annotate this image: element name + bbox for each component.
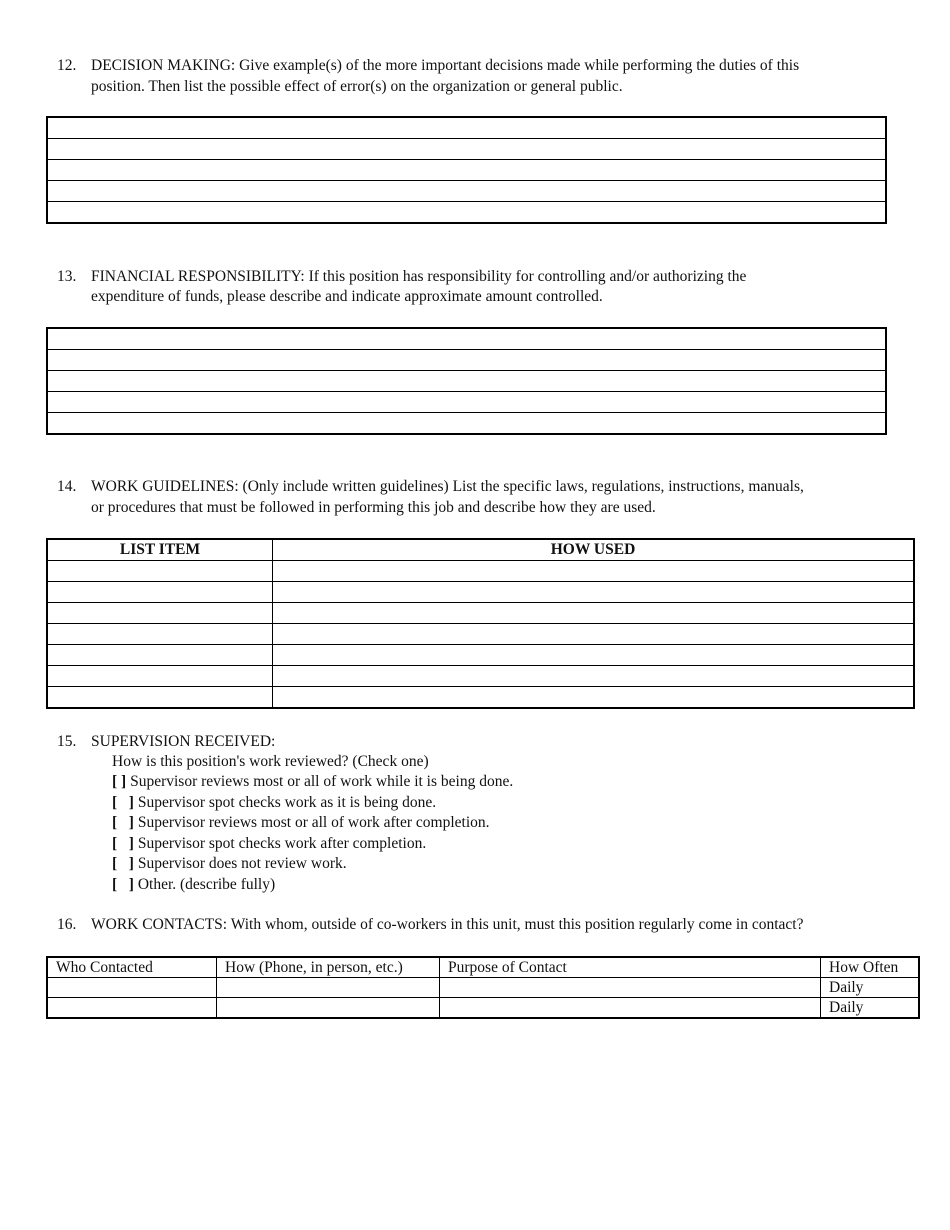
q16-number: 16. xyxy=(57,916,77,933)
q14-number: 14. xyxy=(57,478,77,495)
how-used-cell[interactable] xyxy=(273,645,915,666)
work-guidelines-table xyxy=(46,538,915,709)
checkbox[interactable]: [ ] xyxy=(112,835,134,852)
list-item-cell[interactable] xyxy=(47,582,273,603)
supervision-option-4[interactable] xyxy=(112,834,426,855)
col-how-used-header: HOW USED xyxy=(273,539,915,561)
list-item-cell[interactable] xyxy=(47,687,273,709)
q13-answer-line-3[interactable] xyxy=(47,371,886,392)
supervision-option-3[interactable] xyxy=(112,813,490,834)
table-row xyxy=(47,978,919,998)
checkbox[interactable]: [ ] xyxy=(112,794,134,811)
option-label: Other. (describe fully) xyxy=(137,876,276,893)
option-label: Supervisor spot checks work after completion. xyxy=(137,835,427,852)
q13-answer-line-1[interactable] xyxy=(47,328,886,350)
how-used-cell[interactable] xyxy=(273,582,915,603)
q12-answer-line-3[interactable] xyxy=(47,160,886,181)
table-row xyxy=(47,603,914,624)
q12-answer-line-2[interactable] xyxy=(47,139,886,160)
checkbox[interactable]: [ ] xyxy=(112,814,134,831)
option-label: Supervisor spot checks work as it is being done. xyxy=(137,794,437,811)
how-cell[interactable] xyxy=(217,998,440,1019)
q14-line1: WORK GUIDELINES: (Only include written guidelines) List the specific laws, regulations, instructions, manuals, xyxy=(91,478,804,495)
header-how-often: How Often xyxy=(821,957,920,978)
header-purpose: Purpose of Contact xyxy=(440,957,821,978)
checkbox[interactable]: [ ] xyxy=(112,876,134,893)
list-item-cell[interactable] xyxy=(47,666,273,687)
how-often-cell[interactable]: Daily xyxy=(821,998,920,1019)
q13-answer-line-2[interactable] xyxy=(47,350,886,371)
supervision-option-5[interactable] xyxy=(112,854,347,875)
q12-answer-line-5[interactable] xyxy=(47,202,886,224)
q12-answer-line-4[interactable] xyxy=(47,181,886,202)
q13-answer-line-5[interactable] xyxy=(47,413,886,435)
how-used-cell[interactable] xyxy=(273,603,915,624)
supervision-option-2[interactable] xyxy=(112,793,436,814)
q12-line2: position. Then list the possible effect of error(s) on the organization or general public. xyxy=(91,78,623,95)
who-cell[interactable] xyxy=(47,998,217,1019)
q15-number: 15. xyxy=(57,733,77,750)
q14-line2: or procedures that must be followed in performing this job and describe how they are used. xyxy=(91,499,656,516)
table-row xyxy=(47,687,914,709)
table-header-row xyxy=(47,957,919,978)
checkbox[interactable]: [ ] xyxy=(112,855,134,872)
who-cell[interactable] xyxy=(47,978,217,998)
header-how: How (Phone, in person, etc.) xyxy=(217,957,440,978)
list-item-cell[interactable] xyxy=(47,624,273,645)
table-row xyxy=(47,561,914,582)
how-used-cell[interactable] xyxy=(273,666,915,687)
supervision-option-1[interactable] xyxy=(112,772,513,793)
q13-answer-line-4[interactable] xyxy=(47,392,886,413)
purpose-cell[interactable] xyxy=(440,978,821,998)
q13-answer-box xyxy=(46,327,887,435)
q12-number: 12. xyxy=(57,57,77,74)
option-label: Supervisor does not review work. xyxy=(137,855,347,872)
q13-line2: expenditure of funds, please describe and indicate approximate amount controlled. xyxy=(91,288,603,305)
q13-line1: FINANCIAL RESPONSIBILITY: If this position has responsibility for controlling and/or authorizing the xyxy=(91,268,747,285)
list-item-cell[interactable] xyxy=(47,645,273,666)
work-contacts-table xyxy=(46,956,920,1019)
checkbox[interactable]: [ ] xyxy=(112,773,127,790)
option-label: Supervisor reviews most or all of work while it is being done. xyxy=(130,773,514,790)
table-row xyxy=(47,582,914,603)
q15-title: SUPERVISION RECEIVED: xyxy=(91,733,276,750)
table-row xyxy=(47,624,914,645)
how-cell[interactable] xyxy=(217,978,440,998)
q13-number: 13. xyxy=(57,268,77,285)
purpose-cell[interactable] xyxy=(440,998,821,1019)
header-who-contacted: Who Contacted xyxy=(47,957,217,978)
q15-prompt: How is this position's work reviewed? (Check one) xyxy=(112,753,429,770)
table-row xyxy=(47,666,914,687)
table-row xyxy=(47,645,914,666)
q12-answer-box xyxy=(46,116,887,224)
list-item-cell[interactable] xyxy=(47,561,273,582)
how-used-cell[interactable] xyxy=(273,624,915,645)
col-list-item-header: LIST ITEM xyxy=(47,539,273,561)
how-used-cell[interactable] xyxy=(273,687,915,709)
list-item-cell[interactable] xyxy=(47,603,273,624)
table-row xyxy=(47,998,919,1019)
q16-line1: WORK CONTACTS: With whom, outside of co-workers in this unit, must this position regularly come in contact? xyxy=(91,916,804,933)
q12-answer-line-1[interactable] xyxy=(47,117,886,139)
how-used-cell[interactable] xyxy=(273,561,915,582)
supervision-option-6[interactable] xyxy=(112,875,275,896)
how-often-cell[interactable]: Daily xyxy=(821,978,920,998)
q12-line1: DECISION MAKING: Give example(s) of the more important decisions made while performing the duties of this xyxy=(91,57,800,74)
option-label: Supervisor reviews most or all of work after completion. xyxy=(137,814,490,831)
